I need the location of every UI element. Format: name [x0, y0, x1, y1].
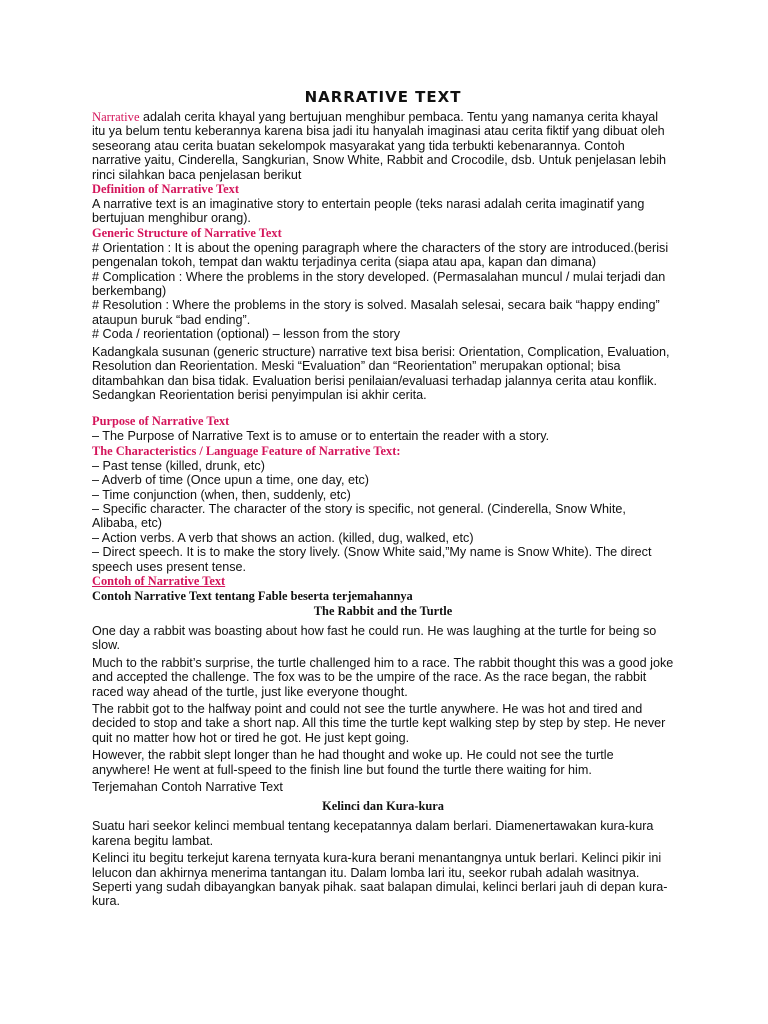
story-paragraph: One day a rabbit was boasting about how fast he could run. He was laughing at the turtle for being so slow.: [92, 623, 657, 653]
contoh-heading-link[interactable]: Contoh of Narrative Text: [92, 573, 226, 588]
intro-lead-word: Narrative: [92, 110, 140, 124]
intro-paragraph: [92, 110, 674, 182]
definition-heading: Definition of Narrative Text: [92, 182, 239, 197]
characteristics-heading: The Characteristics / Language Feature of Narrative Text:: [92, 443, 401, 458]
coda-item: # Coda / reorientation (optional) – lesson from the story: [92, 327, 401, 342]
characteristic-item: – Time conjunction (when, then, suddenly, etc): [92, 487, 351, 502]
definition-text: A narrative text is an imaginative story to entertain people (teks narasi adalah cerita imaginatif yang bertujuan menghibur orang).: [92, 197, 645, 226]
orientation-item: # Orientation : It is about the opening paragraph where the characters of the story are introduced.(berisi pengenalan tokoh, tempat dan waktu terjadinya cerita (siapa atau apa, kapan dan dimana): [92, 240, 669, 270]
characteristic-item: – Action verbs. A verb that shows an action. (killed, dug, walked, etc): [92, 530, 474, 545]
characteristic-item: – Direct speech. It is to make the story lively. (Snow White said,”My name is Snow White). The direct speech uses present tense.: [92, 545, 652, 574]
document-content: [92, 88, 674, 909]
characteristic-item: – Adverb of time (Once upun a time, one day, etc): [92, 473, 369, 488]
purpose-heading: Purpose of Narrative Text: [92, 414, 230, 429]
complication-item: # Complication : Where the problems in the story developed. (Permasalahan muncul / mulai terjadi dan berkembang): [92, 269, 666, 299]
resolution-item: # Resolution : Where the problems in the story is solved. Masalah selesai, secara baik “happy ending” ataupun buruk “bad ending”.: [92, 298, 660, 327]
intro-text: adalah cerita khayal yang bertujuan menghibur pembaca. Tentu yang namanya cerita khayal itu ya belum tentu keberannya karena bisa jadi itu hanyalah imaginasi atau cerita fiktif yang dibuat oleh seseorang atau cerita buatan sekelompok masyarakat yang tida terbukti kebenarannya. Contoh narrative yaitu, Cinderella, Sangkurian, Snow White, Rabbit and Crocodile, dsb. Untuk penjelasan lebih rinci silahkan baca penjelasan berikut: [92, 110, 667, 182]
translation-title: Kelinci dan Kura-kura: [322, 799, 444, 814]
fable-heading: Contoh Narrative Text tentang Fable beserta terjemahannya: [92, 588, 413, 603]
characteristic-item: – Past tense (killed, drunk, etc): [92, 458, 265, 473]
translation-paragraph: Kelinci itu begitu terkejut karena ternyata kura-kura berani menantangnya untuk berlari. Kelinci pikir ini lelucon dan akhirnya menerima tantangan itu. Dalam lomba lari itu, seekor rubah adalah wasitnya. Seperti yang sudah dibayangkan banyak pihak. saat balapan dimulai, kelinci berlari jauh di depan kura-kura.: [92, 851, 668, 909]
translation-paragraph: Suatu hari seekor kelinci membual tentang kecepatannya dalam berlari. Diamenertawakan kura-kura karena begitu lambat.: [92, 819, 654, 848]
characteristic-item: – Specific character. The character of the story is specific, not general. (Cinderella, Snow White, Alibaba, etc): [92, 501, 626, 531]
page-title: NARRATIVE TEXT: [304, 88, 462, 106]
story-paragraph: The rabbit got to the halfway point and could not see the turtle anywhere. He was hot and tired and decided to stop and take a short nap. All this time the turtle kept walking step by step by step. He never quit no matter how hot or tired he got. He just kept going.: [92, 702, 666, 745]
generic-structure-note: Kadangkala susunan (generic structure) narrative text bisa berisi: Orientation, Complication, Evaluation, Resolution dan Reorientation. Meski “Evaluation” dan “Reorientation” merupakan optional; bisa ditambahkan dan bisa tidak. Evaluation berisi penilaian/evaluasi terhadap jalannya cerita atau konflik. Sedangkan Reorientation berisi penyimpulan isi akhir cerita.: [92, 344, 670, 402]
story-paragraph: Much to the rabbit’s surprise, the turtle challenged him to a race. The rabbit thought this was a good joke and accepted the challenge. The fox was to be the umpire of the race. As the race began, the rabbit raced way ahead of the turtle, just like everyone thought.: [92, 655, 674, 699]
generic-structure-heading: Generic Structure of Narrative Text: [92, 225, 282, 240]
story-title: The Rabbit and the Turtle: [313, 603, 453, 618]
story-paragraph: However, the rabbit slept longer than he had thought and woke up. He could not see the turtle anywhere! He went at full-speed to the finish line but found the turtle there waiting for him.: [92, 748, 614, 777]
translation-label: Terjemahan Contoh Narrative Text: [92, 780, 283, 795]
purpose-text: – The Purpose of Narrative Text is to amuse or to entertain the reader with a story.: [92, 429, 550, 444]
